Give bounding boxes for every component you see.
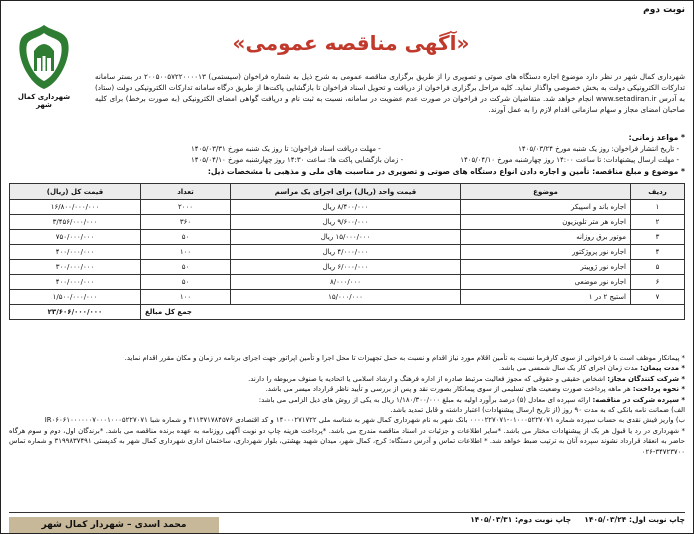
cell-subject: موتور برق روزانه (461, 230, 631, 245)
cell-row-number: ۲ (631, 215, 685, 230)
cell-unit-price: ۸/۰۰۰/۰۰۰ (231, 275, 461, 290)
table-row (10, 230, 685, 245)
cell-quantity: ۱۰۰ (141, 290, 231, 305)
note-text: ارائه سپرده ای معادل (۵) درصد برآورد اولیه به مبلغ ۱/۱۸۰/۳۰۰/۰۰۰ ریال به یکی از روش های ذیل الزامی می باشد: (258, 395, 593, 404)
note-item (9, 363, 685, 373)
cell-unit-price: ۱۵/۰۰۰/۰۰۰ (231, 290, 461, 305)
notes-section (9, 353, 685, 457)
cell-row-number: ۳ (631, 230, 685, 245)
note-text: الف) ضمانت نامه بانکی که به مدت ۹۰ روز (از تاریخ ارسال پیشنهادات) اعتبار داشته و قابل تمدید باشد. (390, 406, 685, 415)
footer-dates (470, 515, 685, 524)
footer-divider (9, 512, 685, 513)
col-header-quantity: تعداد (141, 184, 231, 200)
cell-row-number: ۱ (631, 200, 685, 215)
cell-total-price: ۳۰۰/۰۰۰/۰۰۰ (10, 260, 141, 275)
table-row (10, 260, 685, 275)
cell-quantity: ۱۰۰ (141, 245, 231, 260)
table-row (10, 275, 685, 290)
note-item (9, 426, 685, 457)
first-print-date: چاپ نوبت اول: ۱۴۰۵/۰۳/۲۴ (584, 515, 685, 524)
cell-unit-price: ۱۵/۰۰۰/۰۰۰ ریال (231, 230, 461, 245)
col-header-total-price: قیمت کل (ریال) (10, 184, 141, 200)
cell-unit-price: ۸/۴۰۰/۰۰۰ ریال (231, 200, 461, 215)
col-header-row-number: ردیف (631, 184, 685, 200)
note-text: * پیمانکار موظف است با فراخوانی از سوی کارفرما نسبت به تأمین اقلام مورد نیاز اقدام و نسبت به حمل تجهیزات تا محل اجرا و تأمین اپراتور جهت اجرای برنامه در زمان و مکان مقرر اقدام نماید. (124, 354, 685, 362)
intro-paragraph: شهرداری کمال شهر در نظر دارد موضوع اجاره دستگاه های صوتی و تصویری را از طریق برگزاری مناقصه عمومی به شرح ذیل به شماره فراخوان (سیستمی) ۲۰۰۵۰۰۵۷۲۲۰۰۰۰۱۳ در بستر سامانه تدارکات الکترونیکی دولت به بخش خصوصی واگذار نماید. کلیه مراحل برگزاری فراخوان از دریافت و تحویل اسناد فراخوان تا بازگشایی پاکت‌ها از طریق درگاه سامانه تدارکات الکترونیکی دولت (ستاد) به آدرس www.setadiran.ir انجام خواهد شد. متقاضیان شرکت در فراخوان در صورت عدم عضویت در سامانه، نسبت به ثبت نام و دریافت گواهی امضای الکترونیکی (به صورت برخط) برای کلیه صاحبان امضای مجاز و سهام سازمانی اقدام لازم را به عمل آورند. (95, 72, 685, 114)
cell-quantity: ۳۶۰ (141, 215, 231, 230)
note-item (9, 374, 685, 384)
note-label: * مدت پیمان: (640, 364, 685, 373)
note-item (9, 415, 685, 425)
table-row (10, 245, 685, 260)
cell-subject: استیج ۲ در ۱ (461, 290, 631, 305)
cell-row-number: ۷ (631, 290, 685, 305)
col-header-unit-price: قیمت واحد (ریال) برای اجرای یک مراسم (231, 184, 461, 200)
logo-caption: شهرداری کمال شهر (17, 93, 71, 109)
cell-quantity: ۵۰ (141, 260, 231, 275)
cell-total-price: ۴۰۰/۰۰۰/۰۰۰ (10, 275, 141, 290)
cell-total-price: ۷۵۰/۰۰۰/۰۰۰ (10, 230, 141, 245)
note-item (9, 395, 685, 405)
table-row (10, 215, 685, 230)
cell-total-price: ۱/۵۰۰/۰۰۰/۰۰۰ (10, 290, 141, 305)
schedule-submit-deadline: - مهلت ارسال پیشنهادات: تا ساعت ۱۴:۰۰ روز چهارشنبه مورخ ۱۴۰۵/۰۴/۱۰ (460, 156, 679, 164)
cell-unit-price: ۶/۰۰۰/۰۰۰ ریال (231, 260, 461, 275)
publication-turn-label: نوبت دوم (643, 5, 685, 15)
header-bar (9, 5, 685, 19)
cell-quantity: ۵۰ (141, 230, 231, 245)
note-item (9, 384, 685, 394)
cell-subject: اجاره نور پروژکتور (461, 245, 631, 260)
cell-row-number: ۶ (631, 275, 685, 290)
col-header-subject: موضوع (461, 184, 631, 200)
note-text: هر ماهه پرداخت صورت وضعیت های تسلیمی از سوی پیمانکار بصورت نقد و پس از بررسی و تأیید ناظر قرارداد میسر می باشد. (265, 385, 633, 394)
ad-title: «آگهی مناقصه عمومی» (232, 31, 470, 55)
table-row (10, 200, 685, 215)
schedule-doc-deadline: - مهلت دریافت اسناد فراخوان: تا روز یک شنبه مورخ ۱۴۰۵/۰۳/۳۱ (191, 145, 381, 153)
total-label: جمع کل مبالغ (141, 305, 685, 320)
table-header-row (10, 184, 685, 200)
note-text: ب) واریز فیش نقدی به حساب سپرده شماره ۰۱۰۰۰۵۲۲۷۰۷۱-۰۰۰۰۲۲۷۰۷۱ بانک شهر به نام شهرداری کمال شهر به شناسه ملی ۱۴۰۰۰۲۷۱۷۲۲ و کد اقتصادی ۴۱۱۳۷۱۷۸۴۵۷۶ و شماره شبا IR۰۶۰۶۱۰۰۰۰۰۰۷۰۰۰۱۰۰۰۵۲۲۷۰۷۱ (44, 416, 685, 425)
cell-total-price: ۳/۴۵۶/۰۰۰/۰۰۰ (10, 215, 141, 230)
schedule-publish-date: - تاریخ انتشار فراخوان: روز یک شنبه مورخ ۱۴۰۵/۰۳/۲۴ (518, 145, 679, 153)
municipality-logo (17, 23, 71, 91)
mayor-signature: محمد اسدی – شهردار کمال شهر (9, 517, 219, 533)
cell-subject: اجاره نور موضعی (461, 275, 631, 290)
total-value: ۲۳/۶۰۶/۰۰۰/۰۰۰ (10, 305, 141, 320)
note-text: مدت زمان اجرای کار یک سال شمسی می باشد. (498, 364, 641, 373)
second-print-date: چاپ نوبت دوم: ۱۴۰۵/۰۳/۳۱ (470, 515, 572, 524)
cell-subject: اجاره هر متر تلویزیون (461, 215, 631, 230)
cell-subject: اجاره باند و اسپیکر (461, 200, 631, 215)
cell-unit-price: ۴/۰۰۰/۰۰۰ ریال (231, 245, 461, 260)
cell-row-number: ۴ (631, 245, 685, 260)
note-item (9, 353, 685, 363)
note-item (9, 405, 685, 415)
cell-quantity: ۵۰ (141, 275, 231, 290)
schedule-heading: * مواعد زمانی: (628, 133, 685, 142)
table-total-row (10, 305, 685, 320)
note-text: * شهرداری در رد یا قبول هر یک از پیشنهادات مختار می باشد. *سایر اطلاعات و جزئیات در اسناد مناقصه مندرج می باشد. *پرداخت هزینه چاپ دو نوبت آگهی روزنامه به عهده برنده مناقصه می باشد. *برندگان اول، دوم و سوم هرگاه حاضر به انعقاد قرارداد نشوند سپرده آنان به ترتیب ضبط خواهد شد. * اطلاعات تماس و آدرس دستگاه: کرج، کمال شهر، میدان شهید بهشتی، بلوار شهرداری، ساختمان اداری شهرداری کمال شهر به کدپستی ۳۱۹۹۸۳۷۴۹۱ و شماره تماس ۳۴۷۲۳۷۰۰-۰۲۶ (9, 426, 685, 456)
schedule-opening-time: - زمان بازگشایی پاکت ها: ساعت ۱۴:۳۰ روز چهارشنبه مورخ ۱۴۰۵/۰۴/۱۰ (191, 156, 404, 164)
note-label: * سپرده شرکت در مناقصه: (592, 395, 685, 404)
note-label: * نحوه پرداخت: (632, 385, 685, 394)
note-text: اشخاص حقیقی و حقوقی که مجوز فعالیت مرتبط صادره از اداره فرهنگ و ارشاد اسلامی یا اتحادیه یا صنوف مربوطه را دارند. (248, 374, 608, 383)
table-row (10, 290, 685, 305)
note-label: * شرکت کنندگان مجاز: (607, 374, 685, 383)
subject-heading: * موضوع و مبلغ مناقصه: تأمین و اجاره دادن انواع دستگاه های صوتی و تصویری در مناسبت های ملی و مذهبی با مشخصات ذیل: (207, 167, 685, 176)
cell-total-price: ۴۰۰/۰۰۰/۰۰۰ (10, 245, 141, 260)
cell-subject: اجاره نور ژوپیتر (461, 260, 631, 275)
cell-unit-price: ۹/۶۰۰/۰۰۰ ریال (231, 215, 461, 230)
items-table (9, 183, 685, 320)
cell-quantity: ۲۰۰۰ (141, 200, 231, 215)
cell-row-number: ۵ (631, 260, 685, 275)
cell-total-price: ۱۶/۸۰۰/۰۰۰/۰۰۰ (10, 200, 141, 215)
